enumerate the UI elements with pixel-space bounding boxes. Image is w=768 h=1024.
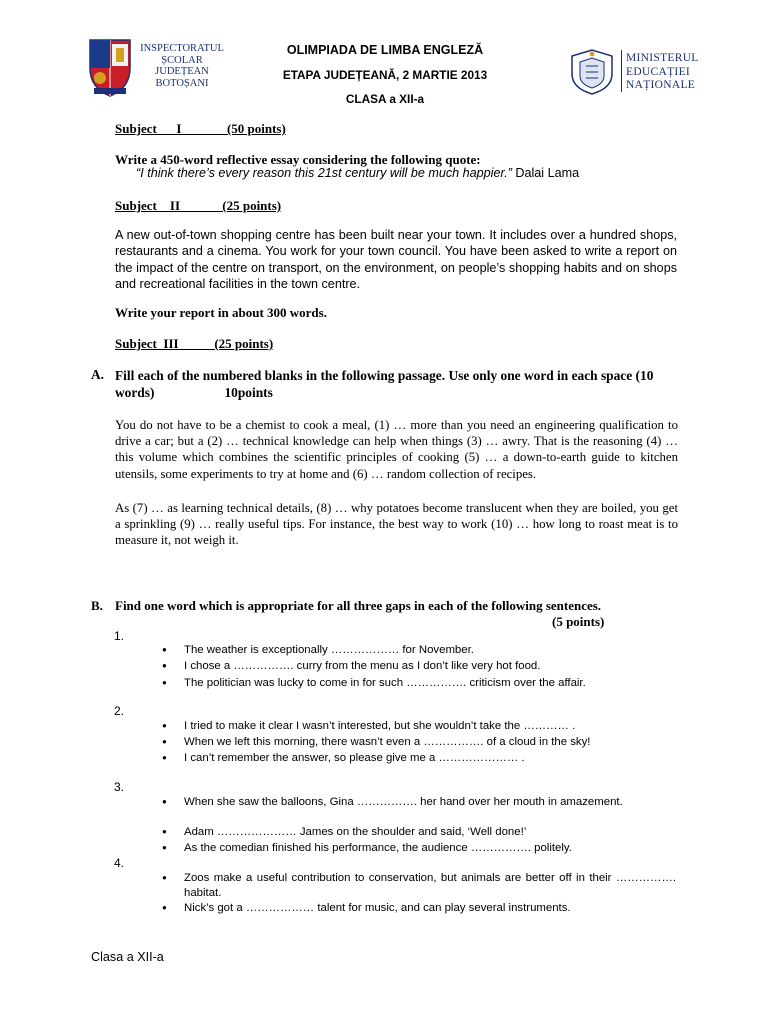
coat-of-arms-icon — [88, 38, 132, 98]
part-a-passage-2: As (7) … as learning technical details, (8) … why potatoes become translucent when they are boiled, you get a sprinkling (9) … really useful tips. For instance, the best way to work (10) … how long to roast meat is to measure it, not weigh it. — [115, 501, 678, 548]
list-item: Adam ………………… James on the shoulder and said, ‘Well done!’ — [184, 826, 527, 838]
subject-1-quote-line — [136, 166, 579, 180]
bullet-icon — [162, 901, 170, 909]
bullet-icon — [162, 795, 170, 803]
bullet-icon — [162, 659, 170, 667]
list-item: When she saw the balloons, Gina ……………. her hand over her mouth in amazement. — [184, 796, 623, 808]
bullet-icon — [162, 719, 170, 727]
subject-2-heading: Subject II (25 points) — [115, 198, 282, 213]
page-title: OLIMPIADA DE LIMBA ENGLEZĂ — [286, 43, 484, 57]
list-item: The weather is exceptionally ……………… for November. — [184, 644, 474, 656]
list-item: I chose a ……………. curry from the menu as I don’t like very hot food. — [184, 660, 541, 672]
part-a-letter: A. — [91, 367, 105, 382]
bullet-icon — [162, 735, 170, 743]
right-institution-name: MINISTERUL EDUCAȚIEI NAȚIONALE — [626, 52, 699, 91]
stage-title: ETAPA JUDEȚEANĂ, 2 MARTIE 2013 — [282, 68, 488, 82]
list-item: I can’t remember the answer, so please give me a ………………… . — [184, 752, 525, 764]
ministry-divider — [621, 50, 622, 92]
footer-class: Clasa a XII-a — [91, 950, 164, 964]
list-item: Zoos make a useful contribution to conservation, but animals are better off in their ……………. habitat. — [184, 872, 676, 899]
bullet-icon — [162, 643, 170, 651]
group-2-number: 2. — [114, 704, 125, 718]
subject-1-task: Write a 450-word reflective essay considering the following quote: — [115, 152, 481, 167]
part-b-letter: B. — [91, 598, 103, 613]
subject-1-author: Dalai Lama — [515, 166, 580, 180]
list-item: I tried to make it clear I wasn’t interested, but she wouldn’t take the ………… . — [184, 720, 576, 732]
group-4-number: 4. — [114, 856, 125, 870]
left-institution-name: INSPECTORATUL ȘCOLAR JUDEȚEAN BOTOȘANI — [140, 43, 224, 89]
part-b-instruction: Find one word which is appropriate for all three gaps in each of the following sentences. — [115, 598, 602, 613]
list-item: When we left this morning, there wasn’t even a ……………. of a cloud in the sky! — [184, 736, 591, 748]
subject-2-text: A new out-of-town shopping centre has been built near your town. It includes over a hundred shops, restaurants and a cinema. You work for your town council. You have been asked to write a report on the impact of the centre on transport, on the environment, on people’s shopping habits and on shops and recreational facilities in the town centre. — [115, 228, 677, 291]
subject-1-heading: Subject I (50 points) — [115, 121, 286, 136]
bullet-icon — [162, 825, 170, 833]
subject-3-heading: Subject III (25 points) — [115, 336, 274, 351]
bullet-icon — [162, 841, 170, 849]
group-1-number: 1. — [114, 629, 125, 643]
bullet-icon — [162, 751, 170, 759]
subject-1-quote: “I think there’s every reason this 21st century will be much happier.” — [136, 166, 512, 180]
ministry-crest-icon — [566, 48, 618, 96]
part-b-points: (5 points) — [552, 614, 605, 629]
group-3-number: 3. — [114, 780, 125, 794]
part-a-points: 10points — [224, 385, 273, 400]
part-a-passage-1: You do not have to be a chemist to cook a meal, (1) … more than you need an engineering qualification to drive a car; but a (2) … technical knowledge can help when things (3) … awry. That is the reasoning (4) … this volume which combines the scientific principles of cooking (5) … a down-to-earth guide to kitchen utensils, some experiments to try at home and (6) … random collection of recipes. — [115, 418, 678, 481]
bullet-icon — [162, 676, 170, 684]
part-a-instruction: Fill each of the numbered blanks in the following passage. Use only one word in each space (10 words) 10points — [115, 368, 654, 400]
subject-2-task: Write your report in about 300 words. — [115, 305, 327, 320]
list-item: Nick’s got a ……………… talent for music, and can play several instruments. — [184, 902, 571, 914]
bullet-icon — [162, 871, 170, 879]
list-item: As the comedian finished his performance, the audience ……………. politely. — [184, 842, 572, 854]
list-item: The politician was lucky to come in for such ……………. criticism over the affair. — [184, 677, 586, 689]
class-title: CLASA a XII-a — [345, 92, 425, 106]
